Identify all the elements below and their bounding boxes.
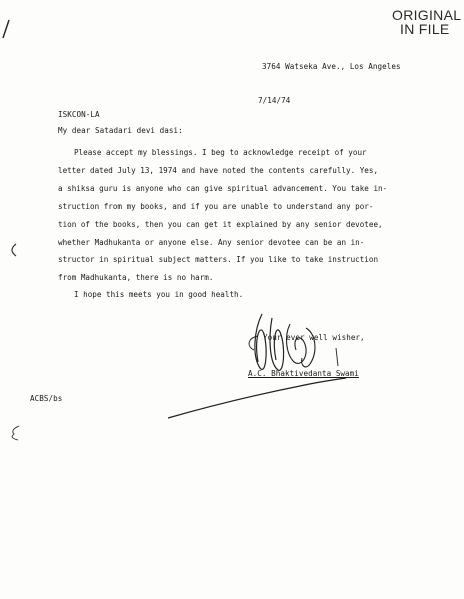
sender-name: A.C. Bhaktivedanta Swami [248,369,359,378]
letter-body [58,144,418,287]
stamp-line-2: IN FILE [400,21,450,37]
margin-slash-mark [0,18,12,40]
original-in-file-stamp [392,7,462,37]
body-line: Please accept my blessings. I beg to acknowledge receipt of your [74,148,367,157]
letter-date: 7/14/74 [258,96,291,105]
recipient-line: ISKCON-LA [58,110,100,119]
closing-line: I hope this meets you in good health. [74,290,244,299]
body-line: from Madhukanta, there is no harm. [58,273,214,283]
body-line: structor in spiritual subject matters. If you like to take instruction [58,255,379,265]
stamp-line-1: ORIGINAL [392,7,462,23]
sender-address: 3764 Watseka Ave., Los Angeles [262,62,401,71]
salutation: My dear Satadari devi dasi: [58,126,183,135]
body-line: tion of the books, then you can get it explained by any senior devotee, [58,219,383,229]
body-line: a shiksa guru is anyone who can give spiritual advancement. You take in- [58,183,388,193]
typist-initials: ACBS/bs [30,394,63,403]
margin-bracket-mark-lower [8,424,22,442]
valediction: Your ever well wisher, [263,333,365,342]
body-line: whether Madhukanta or anyone else. Any senior devotee can be an in- [58,237,365,247]
body-line: struction from my books, and if you are unable to understand any por- [58,201,374,211]
body-line: letter dated July 13, 1974 and have noted the contents carefully. Yes, [58,165,379,175]
margin-bracket-mark [6,242,18,258]
